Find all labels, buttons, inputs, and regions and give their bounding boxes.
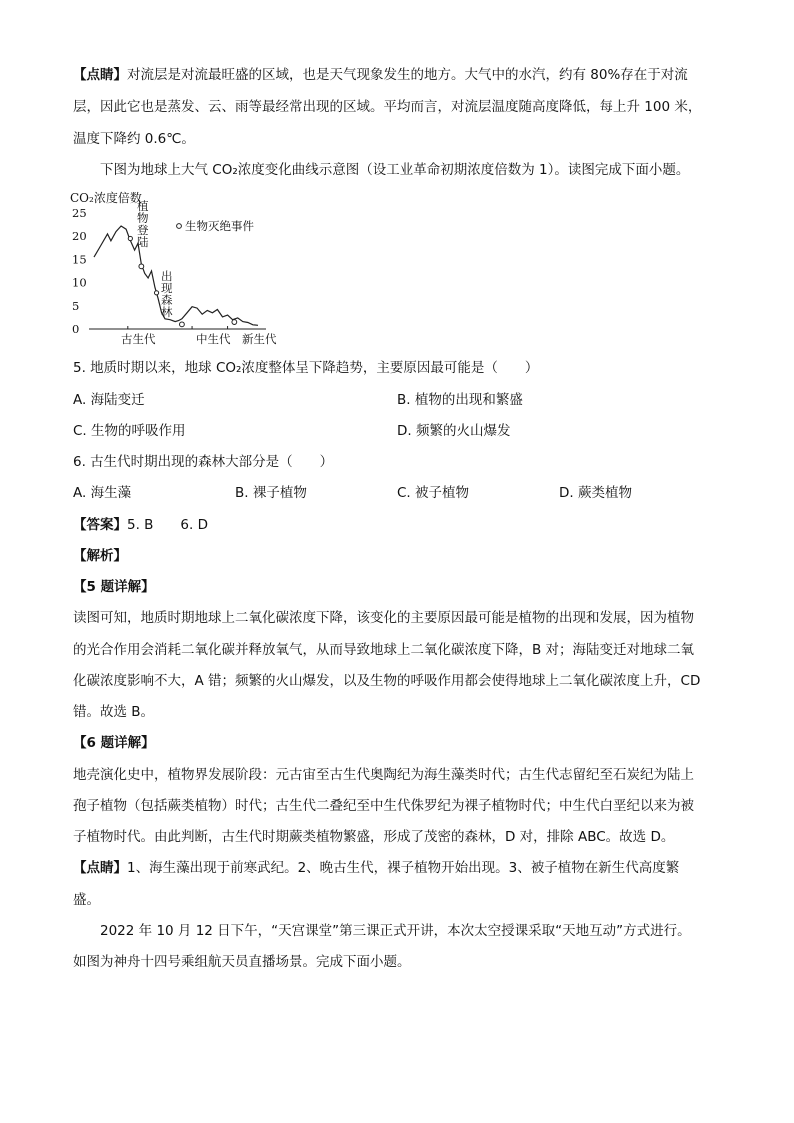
y-tick-label: 10	[72, 275, 87, 290]
y-tick-label: 0	[72, 322, 80, 336]
detail6-line: 孢子植物（包括蕨类植物）时代；古生代二叠纪至中生代侏罗纪为裸子植物时代；中生代白垩纪以来为被	[73, 798, 694, 814]
y-axis-label: CO₂浓度倍数	[70, 191, 142, 205]
answer-line	[73, 515, 208, 535]
co2-series-line	[94, 226, 258, 325]
detail6-line: 地壳演化史中，植物界发展阶段：元古宙至古生代奥陶纪为海生藻类时代；古生代志留纪至石炭纪为陆上	[73, 767, 694, 783]
forest-marker	[154, 291, 158, 295]
tip-paragraph-line: 层，因此它也是蒸发、云、雨等最经常出现的区域。平均而言，对流层温度随高度降低，每上升 100 米，	[73, 99, 702, 115]
q6-option-d[interactable]: D. 蕨类植物	[559, 485, 632, 501]
extinction-event-marker	[180, 322, 185, 327]
chart-legend	[177, 219, 255, 233]
detail6-label: 【6 题详解】	[73, 735, 155, 751]
tip-paragraph-line	[73, 65, 688, 85]
detail5-line: 化碳浓度影响不大，A 错；频繁的火山爆发，以及生物的呼吸作用都会使得地球上二氧化碳浓度上升，CD	[73, 673, 701, 689]
tip2-line	[73, 858, 679, 878]
q5-option-b[interactable]: B. 植物的出现和繁盛	[397, 392, 523, 408]
annotation-char: 登	[137, 223, 149, 237]
y-tick-label: 20	[72, 229, 87, 244]
tip2-label: 【点睛】	[73, 860, 127, 876]
analysis-label: 【解析】	[73, 548, 127, 564]
tip-label: 【点睛】	[73, 67, 127, 83]
q5-stem: 5. 地质时期以来，地球 CO₂浓度整体呈下降趋势，主要原因最可能是（ ）	[73, 360, 539, 376]
annotation-char: 陆	[137, 235, 149, 249]
x-axis-label: 中生代	[196, 332, 231, 346]
answer-label: 【答案】	[73, 517, 127, 533]
annotation-char: 物	[137, 211, 149, 225]
tip2-line: 盛。	[73, 892, 100, 908]
annotation-plant-landing	[137, 199, 149, 249]
annotation-char: 植	[137, 199, 149, 213]
answer-text: 5. B 6. D	[127, 517, 208, 533]
tip2-text: 1、海生藻出现于前寒武纪。2、晚古生代，裸子植物开始出现。3、被子植物在新生代高度繁	[127, 860, 680, 876]
extinction-event-marker	[139, 264, 144, 269]
next-intro-line: 2022 年 10 月 12 日下午，“天宫课堂”第三课正式开讲，本次太空授课采取“天地互动”方式进行。	[100, 923, 691, 939]
detail5-line: 错。故选 B。	[73, 704, 155, 720]
y-tick-label: 5	[72, 298, 80, 313]
tip-paragraph-line: 温度下降约 0.6℃。	[73, 131, 195, 147]
q5-option-a[interactable]: A. 海陆变迁	[73, 392, 145, 408]
legend-marker	[177, 224, 182, 229]
q5-option-c[interactable]: C. 生物的呼吸作用	[73, 423, 186, 439]
q6-option-b[interactable]: B. 裸子植物	[235, 485, 307, 501]
annotation-char: 出	[161, 269, 173, 283]
y-tick-label: 15	[72, 252, 87, 267]
q6-stem: 6. 古生代时期出现的森林大部分是（ ）	[73, 454, 334, 470]
annotation-char: 林	[161, 305, 173, 319]
detail5-line: 的光合作用会消耗二氧化碳并释放氧气，从而导致地球上二氧化碳浓度下降，B 对；海陆变迁对地球二氧	[73, 642, 695, 658]
q5-option-d[interactable]: D. 频繁的火山爆发	[397, 423, 511, 439]
detail5-line: 读图可知，地质时期地球上二氧化碳浓度下降，该变化的主要原因最可能是植物的出现和发展，因为植物	[73, 610, 694, 626]
annotation-char: 现	[161, 281, 173, 295]
y-ticks	[72, 206, 87, 336]
q6-option-c[interactable]: C. 被子植物	[397, 485, 470, 501]
legend-label: 生物灭绝事件	[185, 219, 254, 233]
y-tick-label: 25	[72, 206, 87, 220]
x-labels	[121, 332, 277, 346]
x-axis-label: 新生代	[242, 332, 277, 346]
next-intro-line: 如图为神舟十四号乘组航天员直播场景。完成下面小题。	[73, 954, 411, 970]
annotation-char: 森	[161, 293, 173, 307]
annotation-forest	[161, 269, 173, 319]
detail5-label: 【5 题详解】	[73, 579, 155, 595]
detail6-line: 子植物时代。由此判断，古生代时期蕨类植物繁盛，形成了茂密的森林，D 对，排除 ABC。故选 D。	[73, 829, 675, 845]
plant-landing-marker	[128, 236, 132, 240]
x-axis-label: 古生代	[121, 332, 156, 346]
q6-option-a[interactable]: A. 海生藻	[73, 485, 132, 501]
co2-chart	[66, 186, 296, 346]
intro-text: 下图为地球上大气 CO₂浓度变化曲线示意图（设工业革命初期浓度倍数为 1）。读图完成下面小题。	[100, 162, 690, 178]
extinction-event-marker	[232, 320, 237, 325]
tip-text: 对流层是对流最旺盛的区域，也是天气现象发生的地方。大气中的水汽，约有 80%存在于对流	[127, 67, 688, 83]
